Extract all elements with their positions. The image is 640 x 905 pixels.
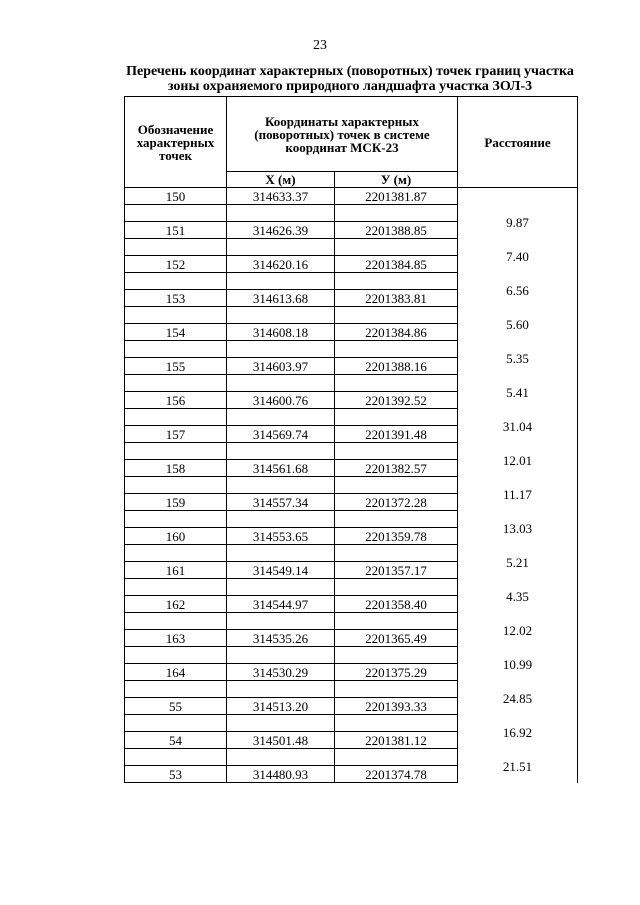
y-coordinate-cell: 2201365.49 [335, 630, 458, 647]
empty-cell [335, 613, 458, 630]
empty-cell [335, 443, 458, 460]
distance-row [125, 205, 578, 222]
x-coordinate-cell: 314549.14 [227, 562, 335, 579]
point-id-cell: 162 [125, 596, 227, 613]
empty-cell [125, 511, 227, 528]
distance-value: 31.04 [502, 418, 533, 434]
table-body [125, 188, 578, 783]
x-coordinate-cell: 314626.39 [227, 222, 335, 239]
x-coordinate-cell: 314613.68 [227, 290, 335, 307]
empty-cell [125, 205, 227, 222]
y-coordinate-cell: 2201384.85 [335, 256, 458, 273]
distance-row [125, 443, 578, 460]
page-number: 23 [313, 38, 327, 53]
x-coordinate-cell: 314557.34 [227, 494, 335, 511]
distance-row [125, 477, 578, 494]
distance-cell [458, 409, 578, 434]
empty-cell [335, 341, 458, 358]
empty-cell [335, 545, 458, 562]
y-coordinate-cell: 2201391.48 [335, 426, 458, 443]
point-id-cell: 153 [125, 290, 227, 307]
empty-cell [335, 647, 458, 664]
distance-cell [458, 579, 578, 604]
x-coordinate-cell: 314553.65 [227, 528, 335, 545]
y-coordinate-cell: 2201381.87 [335, 188, 458, 205]
distance-cell [458, 307, 578, 332]
distance-value: 7.40 [506, 248, 529, 264]
point-id-cell: 154 [125, 324, 227, 341]
empty-cell [227, 341, 335, 358]
x-coordinate-cell: 314501.48 [227, 732, 335, 749]
y-coordinate-cell: 2201382.57 [335, 460, 458, 477]
document-title [90, 64, 610, 94]
y-coordinate-cell: 2201393.33 [335, 698, 458, 715]
header-point-designation: Обозначение характерных точек [125, 97, 227, 188]
distance-row [125, 749, 578, 766]
distance-row [125, 715, 578, 732]
distance-row [125, 239, 578, 256]
distance-row [125, 579, 578, 596]
distance-cell [458, 647, 578, 672]
distance-cell [458, 443, 578, 468]
point-id-cell: 157 [125, 426, 227, 443]
empty-cell [125, 341, 227, 358]
distance-cell [458, 511, 578, 536]
empty-cell [227, 239, 335, 256]
empty-cell [125, 579, 227, 596]
point-id-cell: 158 [125, 460, 227, 477]
empty-cell [335, 477, 458, 494]
y-coordinate-cell: 2201375.29 [335, 664, 458, 681]
table-row [125, 188, 578, 205]
empty-cell [227, 477, 335, 494]
distance-row [125, 341, 578, 358]
empty-cell [125, 681, 227, 698]
point-id-cell: 55 [125, 698, 227, 715]
distance-cell [458, 239, 578, 264]
empty-cell [125, 613, 227, 630]
empty-cell [335, 715, 458, 732]
x-coordinate-cell: 314544.97 [227, 596, 335, 613]
point-id-cell: 54 [125, 732, 227, 749]
x-coordinate-cell: 314600.76 [227, 392, 335, 409]
distance-value: 16.92 [502, 724, 533, 740]
title-line-1: Перечень координат характерных (поворотных) точек границ участка [126, 64, 574, 79]
point-id-cell: 163 [125, 630, 227, 647]
empty-cell [335, 307, 458, 324]
empty-cell [125, 477, 227, 494]
empty-cell [125, 409, 227, 426]
y-coordinate-cell: 2201359.78 [335, 528, 458, 545]
distance-value: 11.17 [503, 486, 532, 502]
distance-cell [458, 375, 578, 400]
distance-value: 24.85 [502, 690, 533, 706]
distance-value: 5.21 [506, 554, 529, 570]
empty-cell [227, 613, 335, 630]
empty-cell [125, 273, 227, 290]
x-coordinate-cell: 314608.18 [227, 324, 335, 341]
header-y: У (м) [335, 172, 458, 188]
empty-cell [125, 375, 227, 392]
header-x: X (м) [227, 172, 335, 188]
distance-row [125, 511, 578, 528]
empty-cell [335, 409, 458, 426]
distance-value: 5.60 [506, 316, 529, 332]
header-distance: Расстояние [458, 97, 578, 188]
point-id-cell: 152 [125, 256, 227, 273]
empty-cell [227, 273, 335, 290]
distance-value: 12.01 [502, 452, 533, 468]
header-coordinates: Координаты характерных (поворотных) точек в системе координат МСК-23 [227, 97, 458, 172]
empty-cell [125, 647, 227, 664]
point-id-cell: 156 [125, 392, 227, 409]
distance-blank-cell [458, 188, 578, 205]
y-coordinate-cell: 2201358.40 [335, 596, 458, 613]
distance-cell [458, 715, 578, 740]
empty-cell [335, 273, 458, 290]
empty-cell [125, 715, 227, 732]
empty-cell [335, 375, 458, 392]
empty-cell [227, 545, 335, 562]
distance-value: 5.35 [506, 350, 529, 366]
empty-cell [227, 205, 335, 222]
x-coordinate-cell: 314480.93 [227, 766, 335, 783]
title-line-2: зоны охраняемого природного ландшафта участка ЗОЛ-3 [167, 79, 533, 94]
distance-value: 6.56 [506, 282, 529, 298]
distance-value: 4.35 [506, 588, 529, 604]
x-coordinate-cell: 314535.26 [227, 630, 335, 647]
empty-cell [125, 239, 227, 256]
x-coordinate-cell: 314513.20 [227, 698, 335, 715]
distance-cell [458, 749, 578, 774]
distance-row [125, 647, 578, 664]
distance-cell [458, 681, 578, 706]
empty-cell [227, 647, 335, 664]
point-id-cell: 151 [125, 222, 227, 239]
distance-value: 5.41 [506, 384, 529, 400]
y-coordinate-cell: 2201381.12 [335, 732, 458, 749]
point-id-cell: 161 [125, 562, 227, 579]
distance-cell [458, 613, 578, 638]
empty-cell [125, 545, 227, 562]
empty-cell [227, 511, 335, 528]
point-id-cell: 150 [125, 188, 227, 205]
empty-cell [227, 375, 335, 392]
x-coordinate-cell: 314633.37 [227, 188, 335, 205]
empty-cell [227, 579, 335, 596]
y-coordinate-cell: 2201383.81 [335, 290, 458, 307]
point-id-cell: 164 [125, 664, 227, 681]
x-coordinate-cell: 314530.29 [227, 664, 335, 681]
empty-cell [335, 579, 458, 596]
y-coordinate-cell: 2201388.16 [335, 358, 458, 375]
distance-row [125, 613, 578, 630]
distance-row [125, 545, 578, 562]
distance-cell [458, 477, 578, 502]
coordinates-table [124, 96, 578, 783]
x-coordinate-cell: 314569.74 [227, 426, 335, 443]
point-id-cell: 155 [125, 358, 227, 375]
empty-cell [335, 749, 458, 766]
point-id-cell: 53 [125, 766, 227, 783]
distance-cell [458, 341, 578, 366]
y-coordinate-cell: 2201357.17 [335, 562, 458, 579]
y-coordinate-cell: 2201392.52 [335, 392, 458, 409]
empty-cell [125, 443, 227, 460]
distance-row [125, 681, 578, 698]
empty-cell [335, 511, 458, 528]
y-coordinate-cell: 2201374.78 [335, 766, 458, 783]
empty-cell [227, 409, 335, 426]
x-coordinate-cell: 314603.97 [227, 358, 335, 375]
y-coordinate-cell: 2201388.85 [335, 222, 458, 239]
point-id-cell: 159 [125, 494, 227, 511]
empty-cell [227, 307, 335, 324]
distance-cell [458, 205, 578, 230]
distance-value: 9.87 [506, 214, 529, 230]
empty-cell [227, 443, 335, 460]
distance-value: 13.03 [502, 520, 533, 536]
distance-value: 12.02 [502, 622, 533, 638]
empty-cell [335, 205, 458, 222]
distance-cell [458, 545, 578, 570]
empty-cell [227, 749, 335, 766]
empty-cell [335, 681, 458, 698]
x-coordinate-cell: 314620.16 [227, 256, 335, 273]
distance-row [125, 273, 578, 290]
distance-row [125, 375, 578, 392]
distance-value: 10.99 [502, 656, 533, 672]
y-coordinate-cell: 2201384.86 [335, 324, 458, 341]
empty-cell [227, 715, 335, 732]
y-coordinate-cell: 2201372.28 [335, 494, 458, 511]
empty-cell [227, 681, 335, 698]
distance-value: 21.51 [502, 758, 533, 774]
distance-row [125, 409, 578, 426]
distance-cell [458, 273, 578, 298]
empty-cell [335, 239, 458, 256]
x-coordinate-cell: 314561.68 [227, 460, 335, 477]
empty-cell [125, 749, 227, 766]
point-id-cell: 160 [125, 528, 227, 545]
empty-cell [125, 307, 227, 324]
distance-row [125, 307, 578, 324]
